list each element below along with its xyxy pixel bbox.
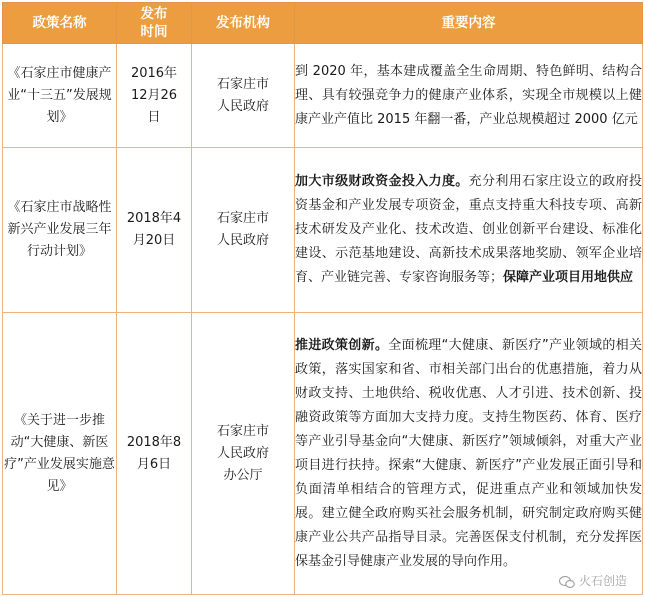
table-row (3, 44, 643, 148)
table-row (3, 148, 643, 313)
policy-content (295, 148, 643, 313)
table-row (3, 313, 643, 595)
header-row (3, 3, 643, 44)
header-date (117, 3, 192, 44)
content-body: 全面梳理“大健康、新医疗”产业领域的相关政策，落实国家和省、市相关部门出台的优惠措施，着力从财政支持、土地供给、税收优惠、人才引进、技术创新、投融资政策等方面加大支持力度。支持生物医药、体育、医疗等产业引导基金向“大健康、新医疗”领域倾斜，对重大产业项目进行扶持。探索“大健康、新医疗”产业发展正面引导和负面清单相结合的管理方式，促进重点产业和领域加快发展。建立健全政府购买社会服务机制，研究制定政府购买健康产业公共产品指导目录。完善医保支付机制，充分发挥医保基金引导健康产业发展的导向作用。 (295, 337, 642, 569)
policy-name: 《石家庄市健康产业“十三五”发展规划》 (3, 44, 117, 148)
policy-date (117, 148, 192, 313)
policy-org-text: 石家庄市人民政府 (216, 76, 269, 114)
policy-org-text: 石家庄市人民政府办公厅 (216, 423, 269, 483)
policy-date-text: 2016年12月26日 (130, 65, 178, 125)
policy-date (117, 313, 192, 595)
wechat-icon (559, 575, 575, 589)
policy-org (192, 44, 295, 148)
policy-table (2, 2, 643, 595)
policy-date (117, 44, 192, 148)
content-body: 充分利用石家庄设立的政府投资基金和产业发展专项资金，重点支持重大科技专项、高新技术研发及产业化、技术改造、创业创新平台建设、标准化建设、示范基地建设、高新技术成果落地奖励、领军企业培育、产业链完善、专家咨询服务等； (295, 174, 642, 285)
content-tail-bold: 保障产业项目用地供应 (503, 270, 634, 285)
policy-date-text: 2018年8月6日 (126, 434, 182, 472)
policy-name: 《关于进一步推动“大健康、新医疗”产业发展实施意见》 (3, 313, 117, 595)
policy-org-text: 石家庄市人民政府 (216, 211, 269, 248)
policy-content (295, 313, 643, 595)
policy-content (295, 44, 643, 148)
content-body: 到 2020 年，基本建成覆盖全生命周期、特色鲜明、结构合理、具有较强竞争力的健康产业体系，实现全市规模以上健康产业产值比 2015 年翻一番，产业总规模超过 2000 亿元 (295, 63, 642, 127)
header-name: 政策名称 (3, 3, 117, 44)
policy-name: 《石家庄市战略性新兴产业发展三年行动计划》 (3, 148, 117, 313)
watermark (559, 572, 627, 589)
policy-org (192, 313, 295, 595)
policy-org (192, 148, 295, 313)
header-date-text: 发布时间 (140, 6, 168, 40)
content-lead-bold: 推进政策创新。 (295, 337, 389, 353)
policy-date-text: 2018年4月20日 (126, 211, 182, 248)
header-org: 发布机构 (192, 3, 295, 44)
header-content: 重要内容 (295, 3, 643, 44)
watermark-text: 火石创造 (578, 574, 627, 588)
content-lead-bold: 加大市级财政资金投入力度。 (295, 174, 469, 189)
